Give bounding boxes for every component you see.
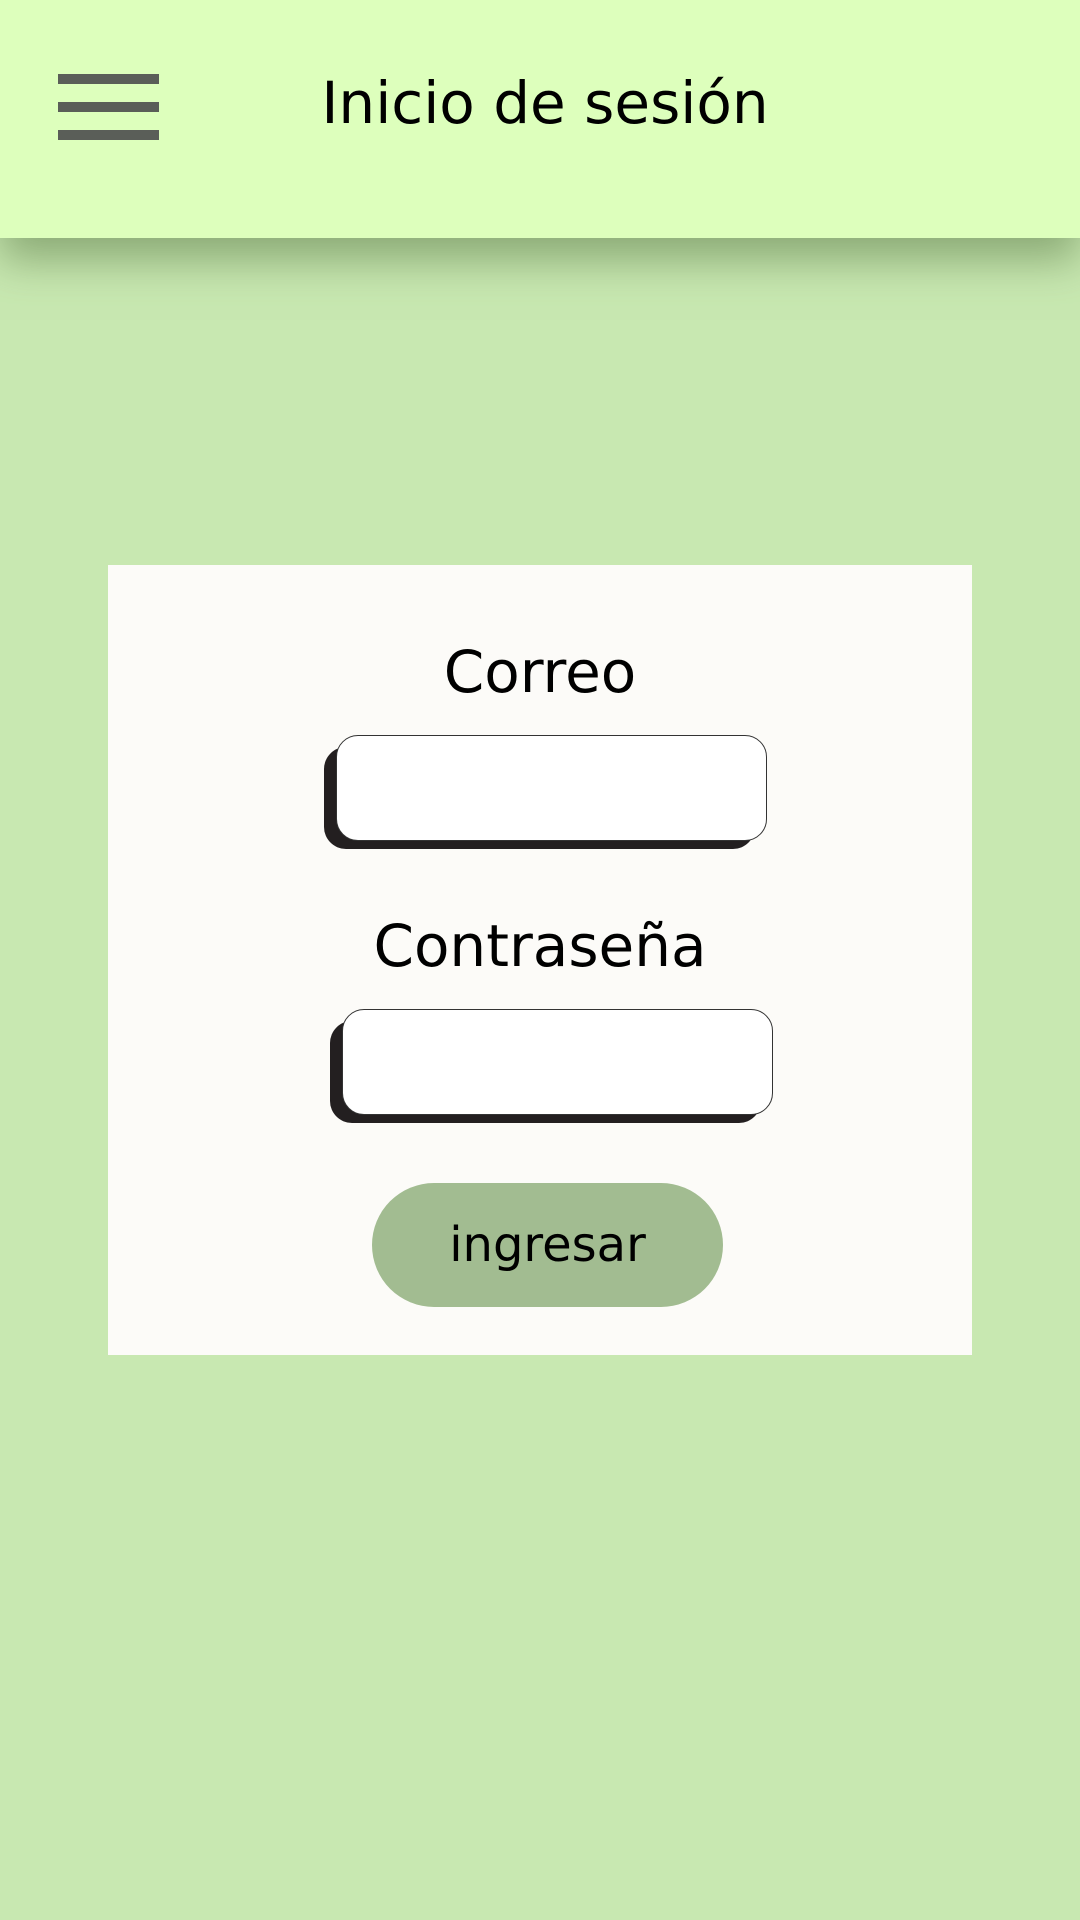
- email-field[interactable]: [336, 735, 767, 841]
- login-button[interactable]: ingresar: [372, 1183, 723, 1307]
- menu-button[interactable]: [58, 72, 159, 142]
- app-header: [0, 0, 1080, 238]
- hamburger-menu-icon-bar[interactable]: [58, 102, 159, 112]
- page-title: Inicio de sesión: [321, 69, 769, 137]
- password-field[interactable]: [342, 1009, 773, 1115]
- password-label: Contraseña: [373, 912, 707, 980]
- email-field-wrapper: [336, 735, 767, 841]
- password-field-wrapper: [342, 1009, 773, 1115]
- hamburger-menu-icon[interactable]: [58, 74, 159, 84]
- hamburger-menu-icon-bar[interactable]: [58, 130, 159, 140]
- login-form-card: [108, 565, 972, 1355]
- email-label: Correo: [443, 638, 637, 706]
